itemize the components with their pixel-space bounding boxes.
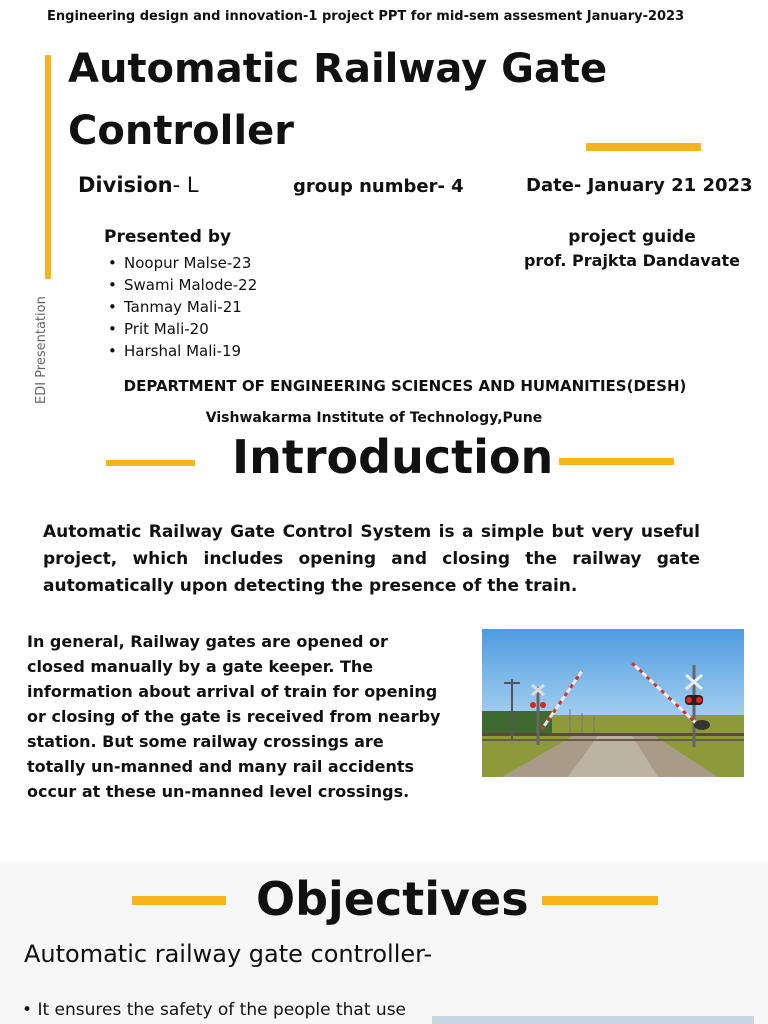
accent-bar-left [132, 896, 226, 905]
page-title: Automatic Railway Gate Controller [68, 46, 608, 154]
list-item: • Noopur Malse-23 [108, 252, 257, 274]
presenters-heading: Presented by [104, 227, 232, 247]
list-item: • Tanmay Mali-21 [108, 296, 257, 318]
objective-text: It ensures the safety of the people that use [37, 1000, 407, 1020]
presentation-date: Date- January 21 2023 [526, 175, 753, 196]
accent-bar-right [559, 458, 674, 465]
accent-bar-title [586, 143, 701, 151]
division-label: Division [78, 173, 173, 197]
objectives-subheading: Automatic railway gate controller- [24, 940, 433, 968]
division [78, 173, 199, 197]
accent-bar-left [106, 460, 195, 466]
guide-name: prof. Prajkta Dandavate [523, 251, 741, 270]
list-item: • Harshal Mali-19 [108, 340, 257, 362]
background-paragraph: In general, Railway gates are opened or closed manually by a gate keeper. The information about arrival of train for opening or closing of the gate is received from nearby station. But some railway crossings are totally un-manned and many rail accidents occur at these un-manned level crossings. [27, 632, 441, 801]
presentation-caption: Engineering design and innovation-1 project PPT for mid-sem assesment January-2023 [47, 9, 685, 24]
institute-name: Vishwakarma Institute of Technology,Pune [205, 410, 543, 426]
accent-bar-vertical [45, 55, 51, 279]
introduction-heading: Introduction [232, 430, 554, 484]
department-name: DEPARTMENT OF ENGINEERING SCIENCES AND HUMANITIES(DESH) [123, 377, 687, 395]
introduction-paragraph: Automatic Railway Gate Control System is a simple but very useful project, which includes opening and closing the railway gate automatically upon detecting the presence of the train. [43, 522, 700, 596]
list-item: • Prit Mali-20 [108, 318, 257, 340]
group-number: group number- 4 [293, 176, 464, 197]
presenters-list [108, 252, 257, 362]
list-item: • Swami Malode-22 [108, 274, 257, 296]
guide-heading: project guide [568, 227, 696, 247]
list-item: • It ensures the safety of the people that use [22, 1000, 407, 1020]
objectives-photo [432, 1016, 754, 1024]
railway-crossing-photo [482, 629, 744, 777]
objectives-heading: Objectives [256, 872, 529, 926]
accent-bar-right [542, 896, 658, 905]
division-value: - L [172, 173, 199, 197]
side-label: EDI Presentation [34, 296, 49, 404]
